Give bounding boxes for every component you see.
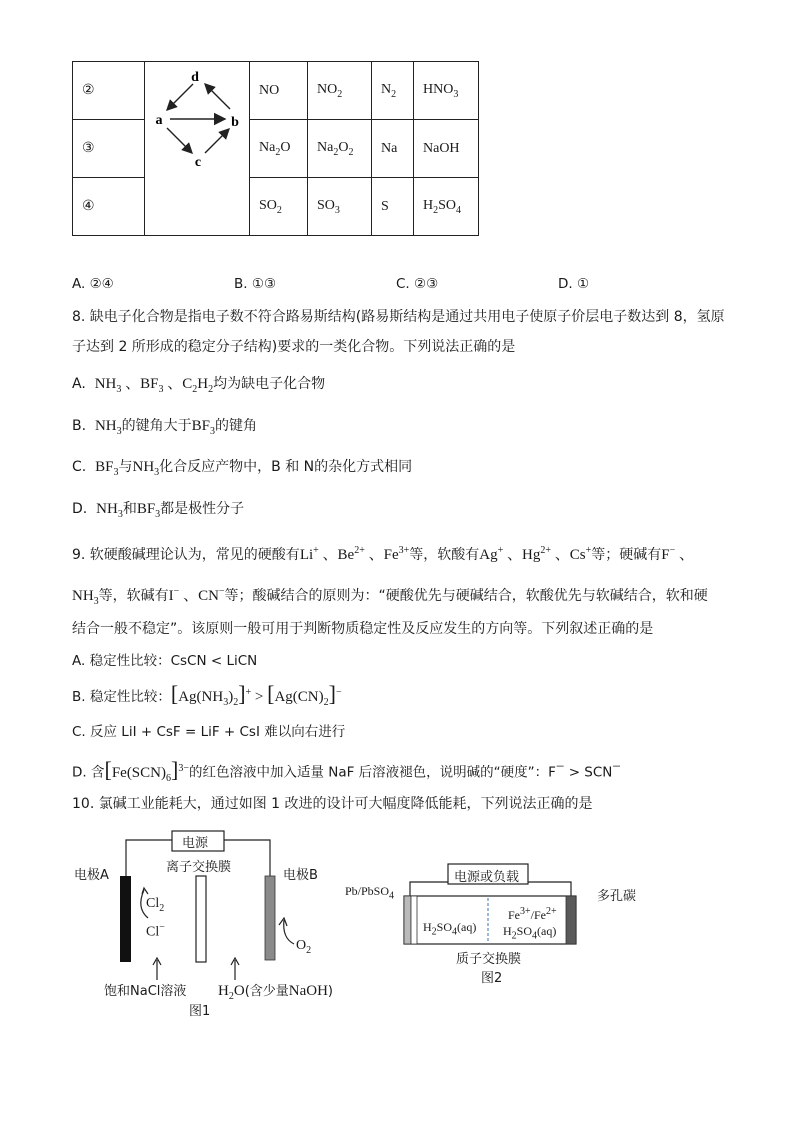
- table-cell: Na: [372, 120, 414, 178]
- fig2-right-electrode-label: 多孔碳: [597, 889, 637, 904]
- table-row: [73, 178, 479, 236]
- fig2-left-solution-label: $H_2SO_4(aq)$: [423, 920, 477, 938]
- fig1-cl2-label: $Cl_2$: [146, 896, 165, 914]
- fig1-electrode-b-label: 电极B: [283, 868, 318, 883]
- q9-stem-line1: 9. 软硬酸碱理论认为，常见的硬酸有Li+ 、$Be^{2+}$ 、$Fe^{3+}$等，软酸有Ag+ 、$Hg^{2+}$ 、Cs+等；硬碱有F− 、: [72, 545, 694, 563]
- q9-option-d-b: 的红色溶液中加入适量 NaF 后溶液褪色，说明碱的“硬度”：F: [188, 764, 556, 781]
- table-cell: $N_2$: [372, 62, 414, 120]
- table-cell: $SO_2$: [250, 178, 308, 236]
- node-d: d: [191, 70, 199, 85]
- node-a: a: [155, 113, 163, 128]
- table-row: [73, 62, 479, 120]
- q8-stem-line2: 子达到 2 所形成的稳定分子结构)要求的一类化合物。下列说法正确的是: [72, 339, 516, 355]
- q10-stem: 10. 氯碱工业能耗大，通过如图 1 改进的设计可大幅度降低能耗，下列说法正确的是: [72, 796, 593, 812]
- q9-option-b[interactable]: B. 稳定性比较：$[Ag(NH_3)_2]^+ > [Ag(CN)_2]^-$: [72, 681, 342, 708]
- q9-stem-line2: $NH_3$等，软碱有I− 、CN−等；酸碱结合的原则为：“硬酸优先与硬碱结合，软酸优先与软碱结合，软和硬: [72, 586, 708, 607]
- q9-option-c[interactable]: C. 反应 LiI + CsF = LiF + CsI 难以向右进行: [72, 724, 346, 740]
- table-cell: $Na_2O_2$: [308, 120, 372, 178]
- q7-option-a[interactable]: A. ②④: [72, 276, 114, 292]
- fig1-power-label: 电源: [182, 836, 209, 851]
- table-cell: $HNO_3$: [414, 62, 479, 120]
- q9-line2-b: 等；酸碱结合的原则为：“硬酸优先与硬碱结合，软酸优先与软碱结合，软和硬: [224, 588, 708, 604]
- transformation-diagram: [145, 62, 250, 236]
- node-c: c: [194, 155, 202, 170]
- fig2-power-label: 电源或负载: [454, 870, 520, 885]
- q9-option-d[interactable]: D. 含$[Fe(SCN)_6]^{3-}$的红色溶液中加入适量 NaF 后溶液褪色，说明碱的“硬度”：F− > SCN−: [72, 756, 621, 784]
- q9-line1-b: 等，软酸有: [409, 547, 480, 563]
- q9-stem-line3: 结合一般不稳定”。该原则一般可用于判断物质稳定性及反应发生的方向等。下列叙述正确的是: [72, 621, 654, 637]
- q9-line1-a: 9. 软硬酸碱理论认为，常见的硬酸有: [72, 547, 300, 563]
- q7-option-c[interactable]: C. ②③: [396, 276, 439, 292]
- row-number: ③: [73, 120, 145, 178]
- fig1-right-feed-label: $H_2O$(含少量NaOH): [218, 983, 333, 1002]
- q8-option-b-text: 的键角大于: [121, 418, 192, 434]
- q9-option-d-a: D. 含: [72, 764, 105, 781]
- table-cell: NO: [250, 62, 308, 120]
- q8-option-c[interactable]: C. $BF_3$与$NH_3$化合反应产物中，B 和 N的杂化方式相同: [72, 459, 413, 478]
- table-row: [73, 120, 479, 178]
- q8-stem-line1: 8. 缺电子化合物是指电子数不符合路易斯结构(路易斯结构是通过共用电子使原子价层电子数达到 8，氢原: [72, 309, 725, 325]
- table-cell: $SO_3$: [308, 178, 372, 236]
- table-cell: NaOH: [414, 120, 479, 178]
- q9-option-a[interactable]: A. 稳定性比较：CsCN < LiCN: [72, 653, 258, 669]
- abcd-arrow-diagram: [145, 62, 249, 236]
- fig1-electrode-a-label: 电极A: [74, 868, 109, 883]
- fig1-membrane-label: 离子交换膜: [166, 860, 232, 875]
- fig2-right-solution-label-1: $Fe^{3+}/Fe^{2+}$: [508, 906, 557, 922]
- q8-option-d-mid: 和: [122, 501, 137, 517]
- row-number: ②: [73, 62, 145, 120]
- q9-line1-c: 等；硬碱有: [591, 547, 662, 563]
- q8-option-c-mid: 与: [118, 459, 133, 475]
- q7-option-b[interactable]: B. ①③: [234, 276, 277, 292]
- q8-option-c-end: 化合反应产物中，B 和 N的杂化方式相同: [159, 459, 413, 475]
- fig2-left-electrode-label: Pb/PbSO$_4$: [345, 884, 395, 902]
- node-b: b: [231, 115, 239, 130]
- q8-option-a[interactable]: A. $NH_3$ 、$BF_3$ 、$C_2H_2$均为缺电子化合物: [72, 376, 326, 395]
- q7-option-d[interactable]: D. ①: [558, 276, 590, 292]
- fig1-left-feed-label: 饱和NaCl溶液: [104, 984, 187, 999]
- fig1-o2-label: $O_2$: [296, 938, 312, 956]
- q8-option-b[interactable]: B. $NH_3$的键角大于$BF_3$的键角: [72, 418, 257, 437]
- fig2-caption: 图2: [481, 971, 503, 986]
- table-cell: $H_2SO_4$: [414, 178, 479, 236]
- fig1-caption: 图1: [189, 1004, 211, 1019]
- row-number: ④: [73, 178, 145, 236]
- reaction-table: [72, 61, 479, 236]
- q8-option-d-end: 都是极性分子: [160, 501, 245, 517]
- q8-option-b-end: 的键角: [215, 418, 257, 434]
- q8-option-a-text: 均为缺电子化合物: [213, 376, 326, 392]
- table-cell: $Na_2O$: [250, 120, 308, 178]
- fig2-right-solution-label-2: $H_2SO_4(aq)$: [503, 924, 557, 942]
- fig2-membrane-label: 质子交换膜: [456, 952, 522, 967]
- q9-option-d-c: > SCN: [564, 764, 613, 781]
- table-cell: $NO_2$: [308, 62, 372, 120]
- q9-line2-a: 等，软碱有: [98, 588, 169, 604]
- table-cell: S: [372, 178, 414, 236]
- fig1-cl-ion-label: Cl−: [146, 922, 165, 940]
- q9-option-b-label: B. 稳定性比较：: [72, 689, 171, 705]
- q8-option-d[interactable]: D. $NH_3$和$BF_3$都是极性分子: [72, 501, 245, 520]
